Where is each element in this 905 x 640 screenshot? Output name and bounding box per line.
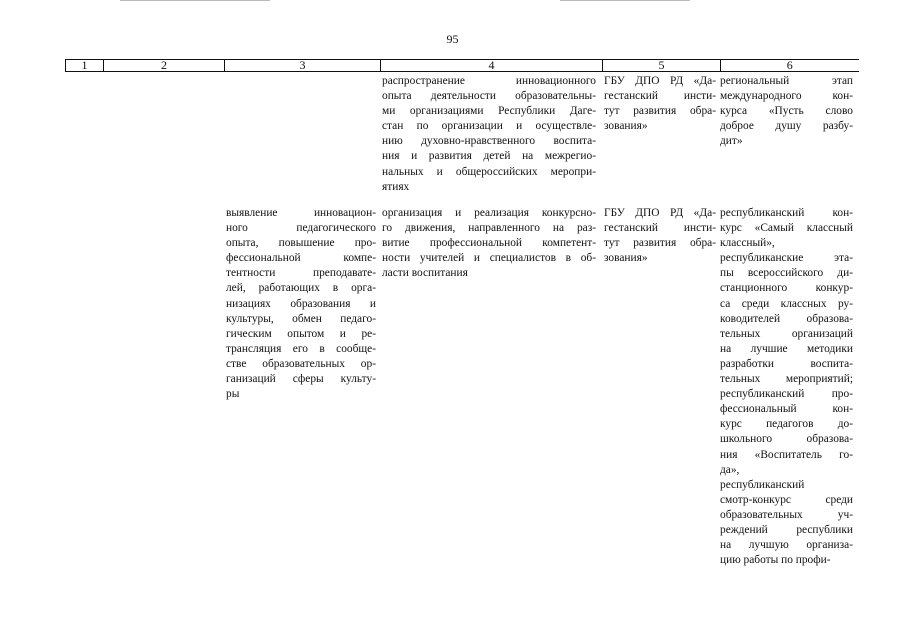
text-line: зования» (604, 120, 648, 133)
text-line: нальных и общероссийских меропри- (382, 165, 596, 178)
col-header-5: 5 (603, 60, 721, 72)
text-line: станционного конкур- (720, 282, 853, 295)
text-line: стан по организации и осуществле- (382, 120, 596, 133)
scan-edge-line (560, 0, 690, 1)
text-line: разработки воспита- (720, 357, 853, 370)
row1-col4-text (382, 74, 596, 195)
text-line: реждений республики (720, 523, 853, 536)
text-line: республиканский (720, 478, 805, 491)
text-line: тут развития обра- (604, 105, 716, 118)
text-line: ководителей образова- (720, 312, 853, 325)
text-line: курс педагогов до- (720, 418, 853, 431)
text-line: гическим опытом и ре- (226, 327, 376, 340)
text-line: доброе душу разбу- (720, 120, 853, 133)
text-line: лей, работающих в орга- (226, 282, 376, 295)
text-line: опыта, повышение про- (226, 237, 376, 250)
text-line: тельных организаций (720, 327, 853, 340)
text-line: на лучшие методики (720, 342, 853, 355)
text-line: республиканские эта- (720, 252, 853, 265)
text-line: ми организациями Республики Даге- (382, 105, 596, 118)
text-line: низациях образования и (226, 297, 376, 310)
row2-col5-text (604, 206, 716, 266)
scan-edge-line (120, 0, 270, 1)
text-line: республиканский про- (720, 388, 853, 401)
text-line: ГБУ ДПО РД «Да- (604, 75, 716, 87)
page-number: 95 (446, 32, 459, 46)
text-line: ры (226, 388, 240, 401)
text-line: тельных мероприятий; (720, 373, 853, 386)
text-line: организация и реализация конкурсно- (382, 207, 596, 219)
row2-col6-text (720, 206, 853, 568)
text-line: тут развития обра- (604, 237, 716, 250)
text-line: выявление инновацион- (226, 207, 376, 219)
text-line: ния и развития детей на межрегио- (382, 150, 596, 163)
text-line: да», (720, 463, 740, 476)
text-line: ности учителей и специалистов в об- (382, 252, 596, 265)
text-line: ного педагогического (226, 222, 376, 235)
text-line: цию работы по профи- (720, 554, 831, 567)
text-line: витие профессиональной компетент- (382, 237, 596, 250)
col-header-6: 6 (721, 60, 859, 72)
col-header-1: 1 (66, 60, 104, 72)
text-line: культуры, обмен педаго- (226, 312, 376, 325)
text-line: фессиональной компе- (226, 252, 376, 265)
col-header-2: 2 (104, 60, 225, 72)
text-line: распространение инновационного (382, 75, 596, 87)
text-line: пы всероссийского ди- (720, 267, 853, 280)
text-line: нию духовно-нравственного воспита- (382, 135, 596, 148)
text-line: гестанский инсти- (604, 222, 716, 235)
text-line: региональный этап (720, 75, 853, 87)
text-line: дит» (720, 135, 743, 148)
text-line: фессиональный кон- (720, 403, 853, 416)
row2-col4-text (382, 206, 596, 281)
col-header-3: 3 (225, 60, 381, 72)
text-line: республиканский кон- (720, 207, 853, 219)
row1-col6-text (720, 74, 853, 149)
text-line: образовательных уч- (720, 508, 853, 521)
row1-col5-text (604, 74, 716, 134)
text-line: курса «Пусть слово (720, 105, 853, 118)
text-line: трансляция его в сообще- (226, 342, 376, 355)
text-line: школьного образова- (720, 433, 853, 446)
text-line: ния «Воспитатель го- (720, 448, 853, 461)
column-number-header (65, 59, 859, 72)
col-header-4: 4 (381, 60, 603, 72)
text-line: зования» (604, 252, 648, 265)
text-line: ганизаций сферы культу- (226, 373, 376, 386)
text-line: на лучшую организа- (720, 539, 853, 552)
text-line: классный», (720, 237, 775, 250)
text-line: международного кон- (720, 90, 853, 103)
text-line: ласти воспитания (382, 267, 468, 280)
text-line: го движения, направленного на раз- (382, 222, 596, 235)
text-line: опыта деятельности образовательны- (382, 90, 596, 103)
text-line: курс «Самый классный (720, 222, 853, 235)
text-line: стве образовательных ор- (226, 357, 376, 370)
text-line: ГБУ ДПО РД «Да- (604, 207, 716, 219)
text-line: гестанский инсти- (604, 90, 716, 103)
text-line: са среди классных ру- (720, 297, 853, 310)
row2-col3-text (226, 206, 376, 402)
text-line: тентности преподавате- (226, 267, 376, 280)
text-line: ятиях (382, 180, 410, 193)
text-line: смотр-конкурс среди (720, 493, 853, 506)
